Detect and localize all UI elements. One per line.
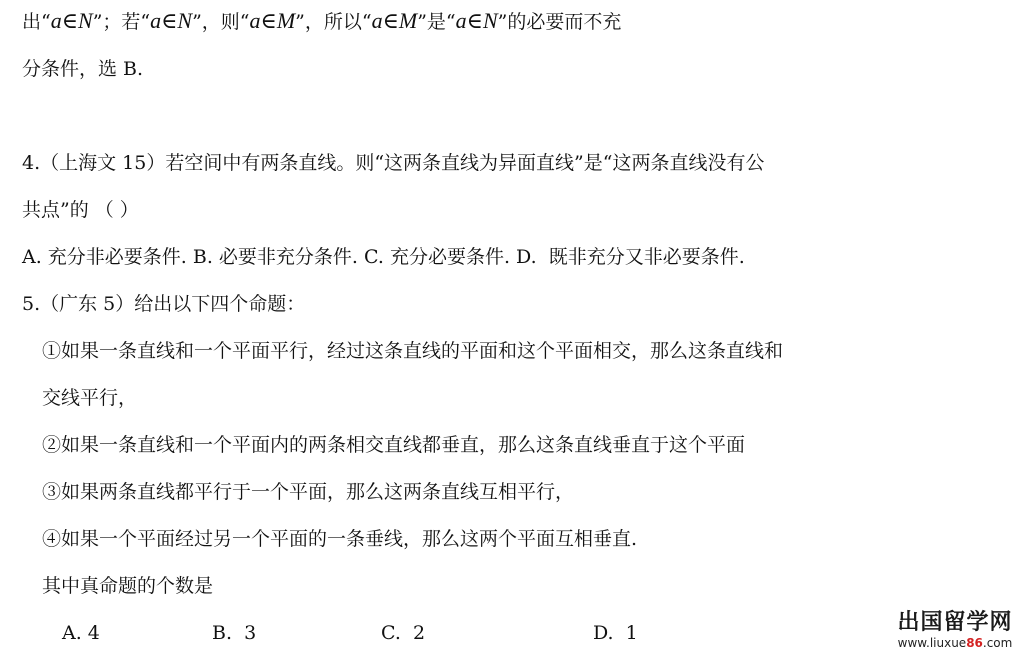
question-4-line-1: 4.（上海文 15）若空间中有两条直线。则“这两条直线为异面直线”是“这两条直线没有公	[22, 152, 765, 174]
text-fragment: ”是“	[417, 11, 456, 33]
proposition-1-line-1: ①如果一条直线和一个平面平行，经过这条直线的平面和这个平面相交，那么这条直线和	[42, 340, 784, 362]
text-fragment: ”；若“	[92, 11, 151, 33]
question-4-line-2: 共点”的 （ ）	[22, 199, 139, 221]
math-expression: a∈N	[50, 8, 93, 33]
proposition-4: ④如果一个平面经过另一个平面的一条垂线，那么这两个平面互相垂直.	[42, 528, 638, 550]
proposition-1-line-2: 交线平行，	[42, 387, 138, 409]
question-5-prompt: 其中真命题的个数是	[42, 575, 214, 597]
question-4-options: A. 充分非必要条件. B. 必要非充分条件. C. 充分必要条件. D. 既非充分又非必要条件.	[22, 246, 745, 268]
math-expression: a∈N	[455, 8, 498, 33]
math-expression: a∈M	[371, 8, 418, 33]
proposition-2: ②如果一条直线和一个平面内的两条相交直线都垂直，那么这条直线垂直于这个平面	[42, 434, 746, 456]
proposition-3: ③如果两条直线都平行于一个平面，那么这两条直线互相平行，	[42, 481, 575, 503]
math-expression: a∈N	[150, 8, 193, 33]
math-expression: a∈M	[249, 8, 296, 33]
watermark-url-part: www.liuxue	[897, 636, 967, 650]
option-a: A. 4	[62, 622, 100, 644]
text-fragment: 出“	[22, 11, 51, 33]
text-fragment: ”，所以“	[295, 11, 372, 33]
question-5-stem: 5.（广东 5）给出以下四个命题：	[22, 293, 306, 315]
watermark-title: 出国留学网	[897, 610, 1013, 635]
watermark-url-part: .com	[982, 636, 1013, 650]
solution-line-1	[22, 8, 621, 35]
option-d: D. 1	[593, 622, 638, 644]
text-fragment: ”的必要而不充	[497, 11, 622, 33]
option-c: C. 2	[381, 622, 426, 644]
text-fragment: ”，则“	[192, 11, 250, 33]
watermark-url	[890, 636, 1020, 650]
watermark-url-number: 86	[966, 636, 983, 650]
site-watermark	[890, 610, 1020, 650]
option-b: B. 3	[212, 622, 257, 644]
solution-line-2: 分条件，选 B.	[22, 58, 144, 80]
